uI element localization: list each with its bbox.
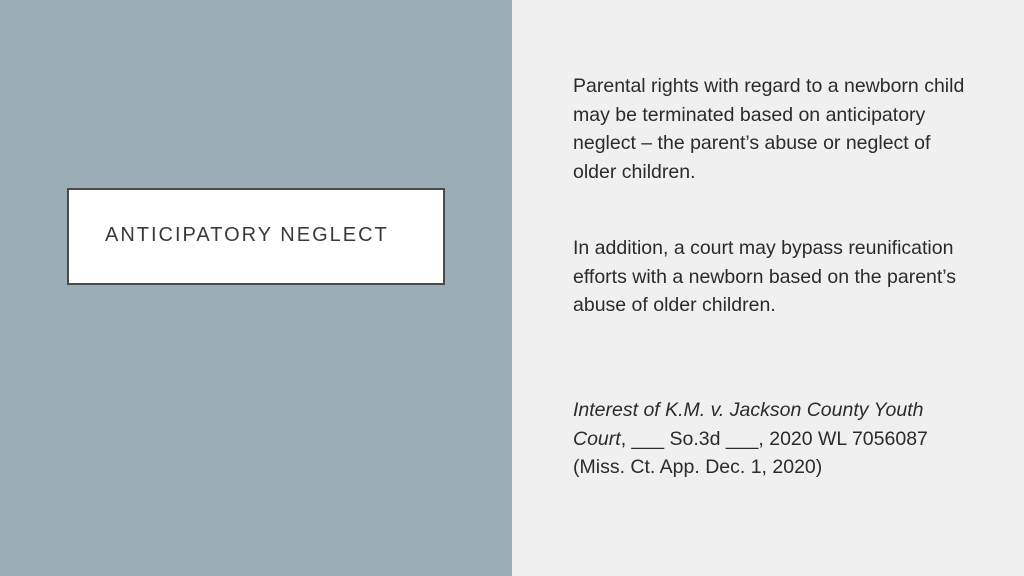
citation-case-name: Interest of K.M. v. Jackson County Youth Court — [573, 399, 924, 450]
paragraph-reunification: In addition, a court may bypass reunification efforts with a newborn based on the parent’s abuse of older children. — [573, 237, 957, 316]
title-box — [67, 188, 445, 285]
paragraph-anticipatory-neglect: Parental rights with regard to a newborn child may be terminated based on anticipatory neglect – the parent’s abuse or neglect of older children. — [573, 75, 965, 183]
slide-title: ANTICIPATORY NEGLECT — [105, 224, 389, 246]
citation-details: , ___ So.3d ___, 2020 WL 7056087 (Miss. Ct. App. Dec. 1, 2020) — [573, 427, 928, 478]
case-citation — [573, 396, 973, 482]
